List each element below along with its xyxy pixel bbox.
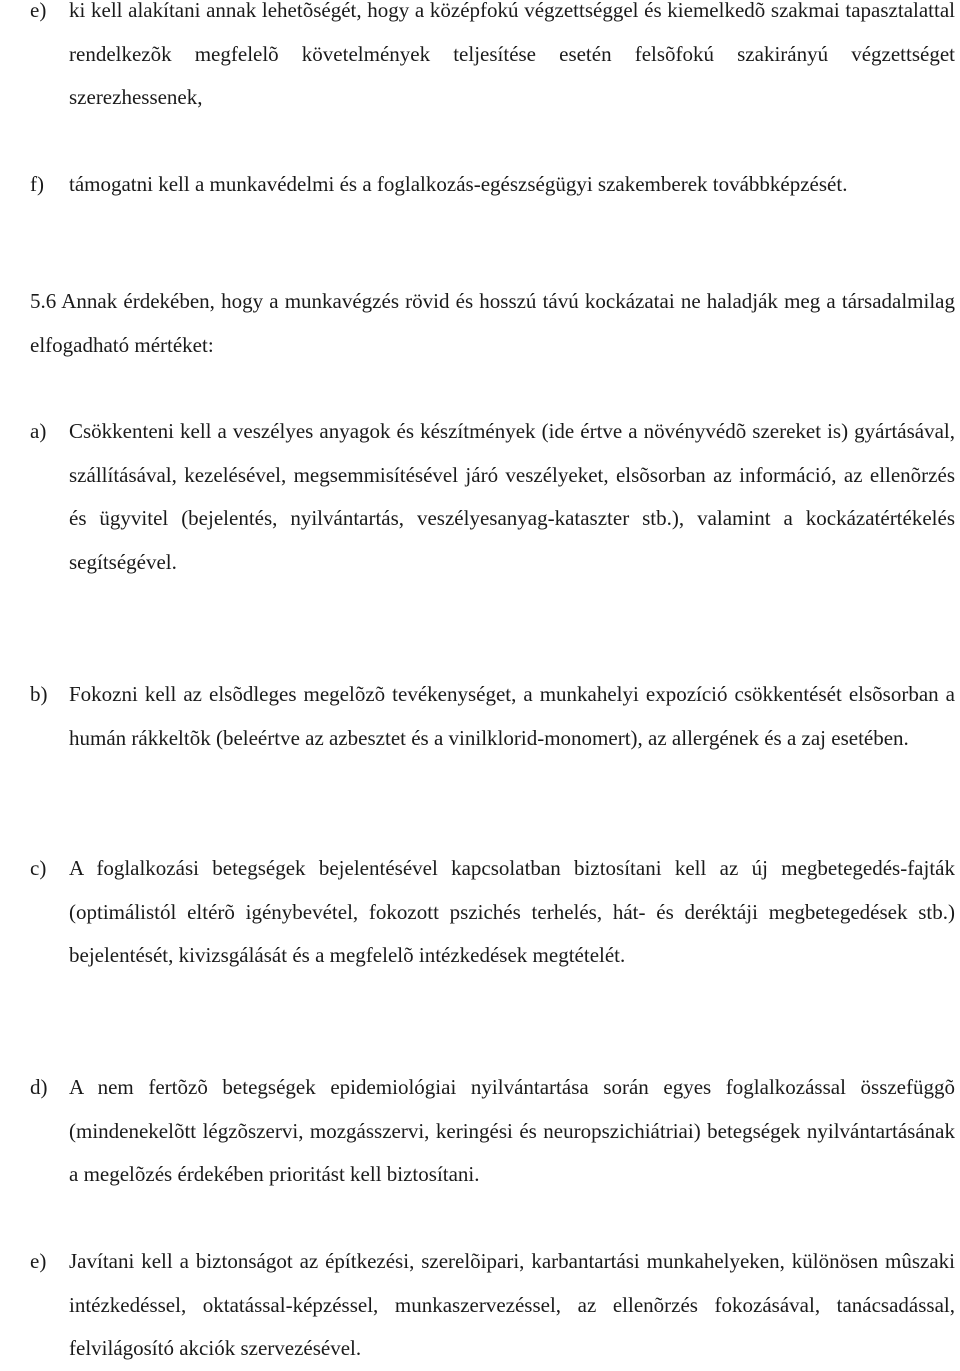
list-marker: f) xyxy=(30,172,44,196)
list-item-text: Javítani kell a biztonságot az építkezési, szerelõipari, karbantartási munkahelyeken, különösen mûszaki intézkedéssel, oktatással-képzéssel, munkaszervezéssel, az ellenõrzés fokozásával, tanácsadással, felvilágosító akciók szervezésével. xyxy=(69,1249,955,1361)
list-item-d xyxy=(30,1066,955,1197)
list-marker: e) xyxy=(30,0,47,22)
list-item-text: A nem fertõzõ betegségek epidemiológiai nyilvántartása során egyes foglalkozással összefüggõ (mindenekelõtt légzõszervi, mozgásszervi, keringési és neuropszichiátriai) betegségek nyilvántartásának a megelõzés érdekében prioritást kell biztosítani. xyxy=(69,1075,955,1187)
list-marker: c) xyxy=(30,856,47,880)
list-item-a xyxy=(30,410,955,584)
list-item-f xyxy=(30,163,955,207)
list-marker: a) xyxy=(30,419,47,443)
list-item-text: ki kell alakítani annak lehetõségét, hogy a középfokú végzettséggel és kiemelkedõ szakmai tapasztalattal rendelkezõk megfelelõ követelmények teljesítése esetén felsõfokú szakirányú végzettséget szerezhessenek, xyxy=(69,0,955,110)
list-marker: b) xyxy=(30,682,48,706)
list-item-e-first xyxy=(30,0,955,120)
section-5-6-intro: 5.6 Annak érdekében, hogy a munkavégzés rövid és hosszú távú kockázatai ne haladják meg a társadalmilag elfogadható mértéket: xyxy=(30,289,955,357)
list-marker: d) xyxy=(30,1075,48,1099)
list-item-text: Csökkenteni kell a veszélyes anyagok és készítmények (ide értve a növényvédõ szereket is) gyártásával, szállításával, kezelésével, megsemmisítésével járó veszélyeket, elsõsorban az információ, az ellenõrzés és ügyvitel (bejelentés, nyilvántartás, veszélyesanyag-kataszter stb.), valamint a kockázatértékelés segítségével. xyxy=(69,419,955,574)
list-marker: e) xyxy=(30,1249,47,1273)
list-item-text: Fokozni kell az elsõdleges megelõzõ tevékenységet, a munkahelyi expozíció csökkentését elsõsorban a humán rákkeltõk (beleértve az azbesztet és a vinilklorid-monomert), az allergének és a zaj esetében. xyxy=(69,682,955,750)
list-item-e-second xyxy=(30,1240,955,1371)
list-item-text: támogatni kell a munkavédelmi és a foglalkozás-egészségügyi szakemberek továbbképzését. xyxy=(69,172,848,196)
list-item-text: A foglalkozási betegségek bejelentésével kapcsolatban biztosítani kell az új megbetegedés-fajták (optimálistól eltérõ igénybevétel, fokozott pszichés terhelés, hát- és deréktáji megbetegedések stb.) bejelentését, kivizsgálását és a megfelelõ intézkedések megtételét. xyxy=(69,856,955,968)
list-item-b xyxy=(30,673,955,760)
list-item-c xyxy=(30,847,955,978)
